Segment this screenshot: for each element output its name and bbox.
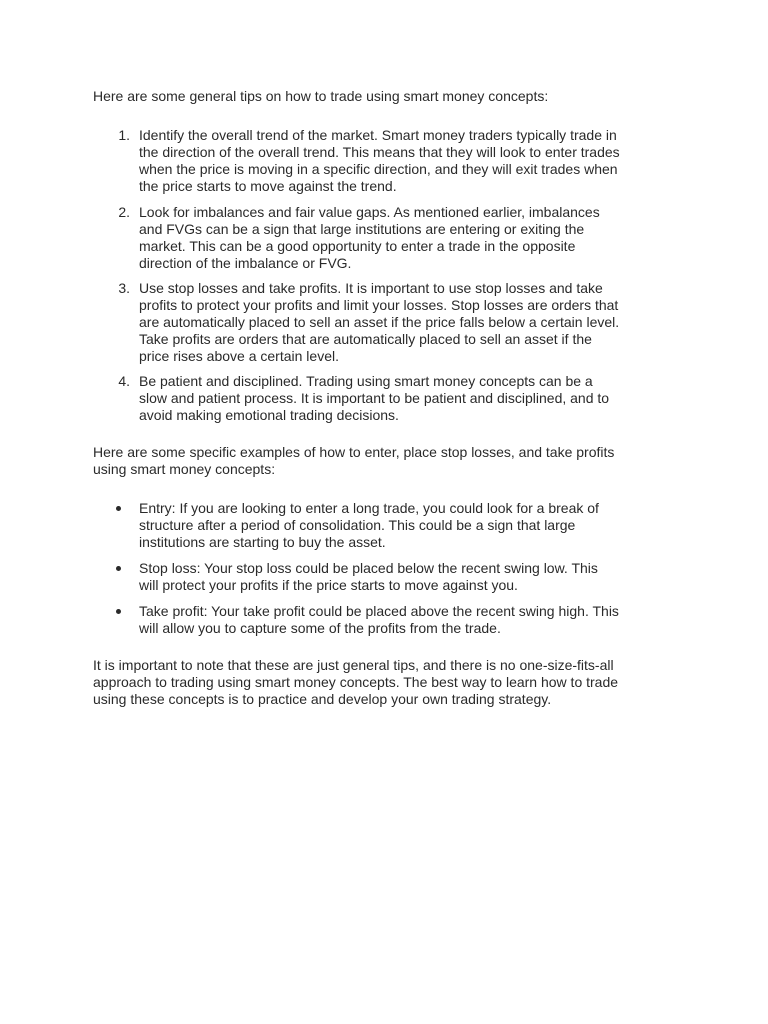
paragraph-line: Here are some specific examples of how to enter, place stop losses, and take profits [93,444,615,460]
list-item-line: will protect your profits if the price starts to move against you. [139,577,518,593]
paragraph-line: approach to trading using smart money concepts. The best way to learn how to trade [93,674,619,690]
list-item-line: avoid making emotional trading decisions. [139,407,399,423]
list-item-number: 2. [118,204,130,220]
list-item-line: the direction of the overall trend. This means that they will look to enter trades [139,144,620,160]
list-item-line: direction of the imbalance or FVG. [139,255,352,271]
list-item-line: Look for imbalances and fair value gaps. As mentioned earlier, imbalances [139,204,600,220]
list-item-line: profits to protect your profits and limit your losses. Stop losses are orders that [139,297,619,313]
list-item-line: market. This can be a good opportunity to enter a trade in the opposite [139,238,576,254]
paragraph-line: using smart money concepts: [93,461,276,477]
list-item-line: price rises above a certain level. [139,348,339,364]
list-item-line: and FVGs can be a sign that large institutions are entering or exiting the [139,221,585,237]
list-item-number: 3. [118,280,130,296]
intro-paragraph: Here are some general tips on how to trade using smart money concepts: [93,88,549,104]
list-item-line: Take profit: Your take profit could be placed above the recent swing high. This [139,603,619,619]
list-item-line: are automatically placed to sell an asset if the price falls below a certain level. [139,314,620,330]
list-item-line: slow and patient process. It is important to be patient and disciplined, and to [139,390,610,406]
list-item-line: the price starts to move against the trend. [139,178,397,194]
list-item-line: Entry: If you are looking to enter a long trade, you could look for a break of [139,500,599,516]
list-item-number: 1. [118,127,130,143]
bullet-icon [116,609,121,614]
list-item-line: structure after a period of consolidation. This could be a sign that large [139,517,576,533]
list-item-line: will allow you to capture some of the profits from the trade. [139,620,501,636]
bullet-icon [116,506,121,511]
bullet-icon [116,566,121,571]
list-item-line: Use stop losses and take profits. It is important to use stop losses and take [139,280,603,296]
list-item-line: Stop loss: Your stop loss could be placed below the recent swing low. This [139,560,598,576]
list-item-line: Identify the overall trend of the market. Smart money traders typically trade in [139,127,617,143]
list-item-line: Take profits are orders that are automatically placed to sell an asset if the [139,331,592,347]
paragraph-line: It is important to note that these are just general tips, and there is no one-size-fits-all [93,657,614,673]
list-item-line: when the price is moving in a specific direction, and they will exit trades when [139,161,618,177]
paragraph-line: using these concepts is to practice and develop your own trading strategy. [93,691,552,707]
list-item-line: Be patient and disciplined. Trading using smart money concepts can be a [139,373,593,389]
list-item-line: institutions are starting to buy the asset. [139,534,386,550]
list-item-number: 4. [118,373,130,389]
